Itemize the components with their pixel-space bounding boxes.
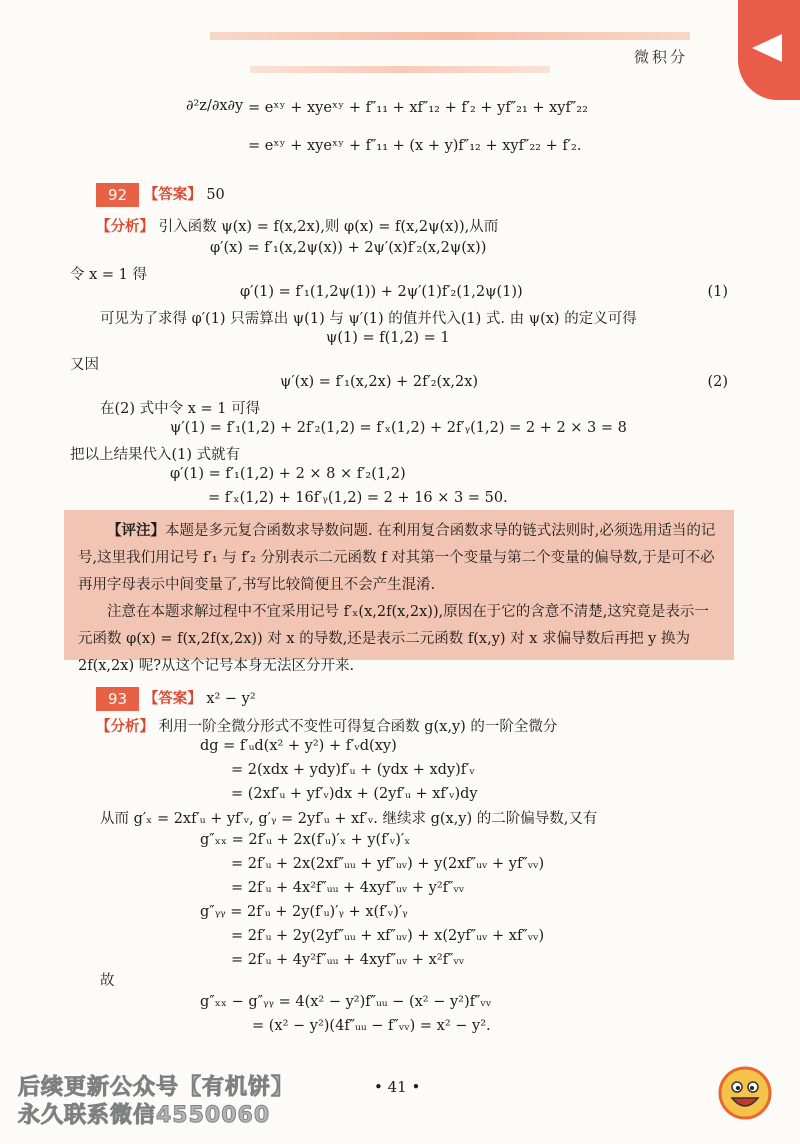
q92-eq-phi-prime: φ′(x) = f′₁(x,2ψ(x)) + 2ψ′(x)f′₂(x,2ψ(x)) [210, 240, 487, 256]
q92-analysis-line1 [96, 214, 498, 240]
commentary-text-1: 本题是多元复合函数求导数问题. 在利用复合函数求导的链式法则时,必须选用适当的记号,这里我们用记号 f′₁ 与 f′₂ 分别表示二元函数 f 对其第一个变量与第二个变量的偏导数,于是可不必再用字母表示中间变量了,书写比较简便且不会产生混淆. [78, 523, 716, 593]
arrow-left-icon [746, 28, 786, 68]
watermark-line-2: 永久联系微信4550060 [18, 1103, 271, 1128]
q92-answer-label: 【答案】 [143, 187, 202, 203]
q93-text-2: 从而 g′ₓ = 2xf′ᵤ + yf′ᵥ, g′ᵧ = 2yf′ᵤ + xf′ᵥ. 继续求 g(x,y) 的二阶偏导数,又有 [100, 811, 598, 827]
q92-analysis-label: 【分析】 [96, 219, 154, 235]
q92-text-let: 令 x = 1 得 [70, 267, 147, 283]
header-decoration-bar-secondary [250, 66, 550, 73]
q92-text-3: 在(2) 式中令 x = 1 可得 [100, 401, 261, 417]
top-eq-line2: = eˣʸ + xyeˣʸ + f″₁₁ + (x + y)f″₁₂ + xyf″₂₂ + f′₂. [248, 138, 582, 154]
q93-eq-gyy2: = 2f′ᵤ + 2y(2yf″ᵤᵤ + xf″ᵤᵥ) + x(2yf″ᵤᵥ + xf″ᵥᵥ) [231, 928, 545, 944]
q92-eq-2: ψ′(x) = f′₁(x,2x) + 2f′₂(x,2x) [280, 374, 479, 390]
page-number: • 41 • [374, 1078, 421, 1096]
section-title: 微积分 [633, 48, 688, 66]
commentary-paragraph-2: 注意在本题求解过程中不宜采用记号 f′ₓ(x,2f(x,2x)),原因在于它的含意不清楚,这究竟是表示一元函数 φ(x) = f(x,2f(x,2x)) 对 x 的导数,还是表示二元函数 f(x,y) 对 x 求偏导数后再把 y 换为 2f(x,2x) 呢?从这个记号本身无法区分开来. [78, 604, 709, 674]
q93-eq-gyy1: g″ᵧᵧ = 2f′ᵤ + 2y(f′ᵤ)′ᵧ + x(f′ᵥ)′ᵧ [200, 904, 408, 920]
q93-eq-gxx1: g″ₓₓ = 2f′ᵤ + 2x(f′ᵤ)′ₓ + y(f′ᵥ)′ₓ [200, 832, 411, 848]
commentary-label: 【评注】 [107, 523, 165, 539]
watermark-line-1: 后续更新公众号【有机饼】 [18, 1075, 295, 1100]
header-decoration-bar [210, 32, 690, 40]
q92-eq-result1: φ′(1) = f′₁(1,2) + 2 × 8 × f′₂(1,2) [170, 466, 406, 482]
q92-text-1: 引入函数 ψ(x) = f(x,2x),则 φ(x) = f(x,2ψ(x)),从而 [158, 219, 499, 235]
q92-eq-1-number: (1) [707, 284, 728, 300]
commentary-paragraph-1 [78, 518, 720, 599]
q93-analysis-label: 【分析】 [96, 719, 154, 735]
top-eq-lhs: ∂²z/∂x∂y [186, 98, 244, 114]
q92-number-badge: 92 [96, 183, 139, 207]
q92-eq-psi1: ψ(1) = f(1,2) = 1 [326, 330, 450, 346]
q93-eq-final2: = (x² − y²)(4f″ᵤᵤ − f″ᵥᵥ) = x² − y². [252, 1018, 491, 1034]
q92-answer: 50 [206, 187, 225, 203]
commentary-box [64, 510, 734, 674]
q93-eq-dg1: dg = f′ᵤd(x² + y²) + f′ᵥd(xy) [200, 738, 397, 754]
q92-text-4: 把以上结果代入(1) 式就有 [70, 447, 241, 463]
q92-eq-2-number: (2) [707, 374, 728, 390]
q92-text-2: 可见为了求得 φ′(1) 只需算出 ψ(1) 与 ψ′(1) 的值并代入(1) 式. 由 ψ(x) 的定义可得 [100, 311, 637, 327]
corner-tab [738, 0, 800, 100]
q92-eq-1: φ′(1) = f′₁(1,2ψ(1)) + 2ψ′(1)f′₂(1,2ψ(1)) [240, 284, 523, 300]
q93-eq-dg2: = 2(xdx + ydy)f′ᵤ + (ydx + xdy)f′ᵥ [231, 762, 475, 778]
q93-text-gu: 故 [100, 973, 115, 989]
q92-eq-result2: = f′ₓ(1,2) + 16f′ᵧ(1,2) = 2 + 16 × 3 = 50. [208, 490, 508, 506]
q93-answer: x² − y² [206, 691, 256, 707]
q93-text-1: 利用一阶全微分形式不变性可得复合函数 g(x,y) 的一阶全微分 [158, 719, 558, 735]
q93-answer-label: 【答案】 [143, 691, 202, 707]
top-eq-line1: = eˣʸ + xyeˣʸ + f″₁₁ + xf″₁₂ + f′₂ + yf″₂₁ + xyf″₂₂ [248, 100, 588, 116]
q93-number-badge: 93 [96, 687, 139, 711]
smiley-face-icon [718, 1066, 772, 1120]
q93-eq-dg3: = (2xf′ᵤ + yf′ᵥ)dx + (2yf′ᵤ + xf′ᵥ)dy [231, 786, 478, 802]
q93-eq-final1: g″ₓₓ − g″ᵧᵧ = 4(x² − y²)f″ᵤᵤ − (x² − y²)f″ᵥᵥ [200, 994, 492, 1010]
q92-header [96, 182, 225, 208]
q92-text-youyin: 又因 [70, 357, 99, 373]
q92-eq-psi-prime1: ψ′(1) = f′₁(1,2) + 2f′₂(1,2) = f′ₓ(1,2) + 2f′ᵧ(1,2) = 2 + 2 × 3 = 8 [170, 420, 627, 436]
q93-eq-gyy3: = 2f′ᵤ + 4y²f″ᵤᵤ + 4xyf″ᵤᵥ + x²f″ᵥᵥ [231, 952, 465, 968]
q93-eq-gxx3: = 2f′ᵤ + 4x²f″ᵤᵤ + 4xyf″ᵤᵥ + y²f″ᵥᵥ [231, 880, 465, 896]
q93-header [96, 686, 256, 712]
q93-analysis-line1 [96, 714, 557, 740]
q93-eq-gxx2: = 2f′ᵤ + 2x(2xf″ᵤᵤ + yf″ᵤᵥ) + y(2xf″ᵤᵥ + yf″ᵥᵥ) [231, 856, 545, 872]
